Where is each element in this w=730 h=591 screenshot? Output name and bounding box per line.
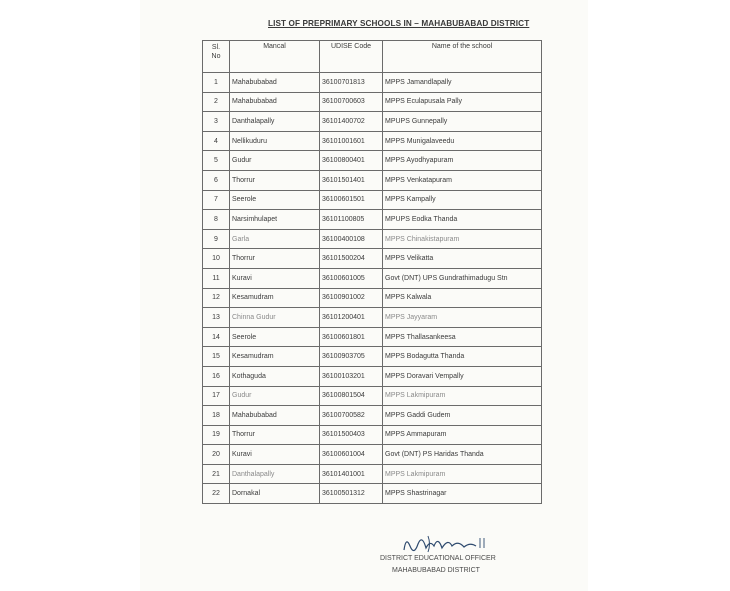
cell-school-name: Govt (DNT) UPS Gundrathimadugu Stn bbox=[383, 268, 542, 288]
cell-udise-code: 36100700582 bbox=[320, 406, 383, 426]
cell-mandal: Narsimhulapet bbox=[230, 210, 320, 230]
table-row bbox=[203, 210, 542, 230]
cell-mandal: Gudur bbox=[230, 151, 320, 171]
table-row bbox=[203, 484, 542, 504]
cell-mandal: Kesamudram bbox=[230, 347, 320, 367]
cell-sl-no: 13 bbox=[203, 308, 230, 328]
table-row bbox=[203, 268, 542, 288]
header-school-name: Name of the school bbox=[383, 41, 542, 73]
cell-udise-code: 36100901002 bbox=[320, 288, 383, 308]
cell-sl-no: 22 bbox=[203, 484, 230, 504]
cell-sl-no: 11 bbox=[203, 268, 230, 288]
cell-udise-code: 36101400702 bbox=[320, 112, 383, 132]
cell-mandal: Thorrur bbox=[230, 170, 320, 190]
cell-school-name: MPUPS Eodka Thanda bbox=[383, 210, 542, 230]
cell-school-name: MPPS Lakmipuram bbox=[383, 386, 542, 406]
table-row bbox=[203, 170, 542, 190]
cell-school-name: MPPS Bodagutta Thanda bbox=[383, 347, 542, 367]
cell-mandal: Nellikuduru bbox=[230, 131, 320, 151]
cell-school-name: MPPS Kalwala bbox=[383, 288, 542, 308]
cell-sl-no: 3 bbox=[203, 112, 230, 132]
cell-udise-code: 36101100805 bbox=[320, 210, 383, 230]
cell-udise-code: 36100601005 bbox=[320, 268, 383, 288]
signature bbox=[398, 530, 498, 558]
cell-mandal: Kesamudram bbox=[230, 288, 320, 308]
cell-udise-code: 36100601801 bbox=[320, 327, 383, 347]
cell-school-name: MPPS Chinakistapuram bbox=[383, 229, 542, 249]
cell-sl-no: 19 bbox=[203, 425, 230, 445]
cell-udise-code: 36100400108 bbox=[320, 229, 383, 249]
cell-mandal: Dornakal bbox=[230, 484, 320, 504]
cell-sl-no: 14 bbox=[203, 327, 230, 347]
cell-mandal: Danthalapally bbox=[230, 112, 320, 132]
table-row bbox=[203, 464, 542, 484]
table-row bbox=[203, 366, 542, 386]
table-row bbox=[203, 347, 542, 367]
cell-mandal: Gudur bbox=[230, 386, 320, 406]
cell-sl-no: 12 bbox=[203, 288, 230, 308]
cell-sl-no: 5 bbox=[203, 151, 230, 171]
cell-sl-no: 10 bbox=[203, 249, 230, 269]
table-row bbox=[203, 112, 542, 132]
cell-sl-no: 4 bbox=[203, 131, 230, 151]
table-row bbox=[203, 445, 542, 465]
cell-mandal: Kuravi bbox=[230, 445, 320, 465]
cell-school-name: MPPS Venkatapuram bbox=[383, 170, 542, 190]
cell-school-name: MPPS Kampally bbox=[383, 190, 542, 210]
cell-sl-no: 8 bbox=[203, 210, 230, 230]
cell-udise-code: 36101001601 bbox=[320, 131, 383, 151]
cell-udise-code: 36100903705 bbox=[320, 347, 383, 367]
table-row bbox=[203, 249, 542, 269]
table-row bbox=[203, 386, 542, 406]
cell-udise-code: 36101200401 bbox=[320, 308, 383, 328]
cell-school-name: MPPS Jayyaram bbox=[383, 308, 542, 328]
cell-sl-no: 20 bbox=[203, 445, 230, 465]
cell-school-name: MPUPS Gunnepally bbox=[383, 112, 542, 132]
cell-udise-code: 36100103201 bbox=[320, 366, 383, 386]
table-row bbox=[203, 425, 542, 445]
table-header-row bbox=[203, 41, 542, 73]
table-row bbox=[203, 229, 542, 249]
table-row bbox=[203, 190, 542, 210]
table-row bbox=[203, 92, 542, 112]
cell-mandal: Thorrur bbox=[230, 249, 320, 269]
cell-udise-code: 36100800401 bbox=[320, 151, 383, 171]
table-row bbox=[203, 151, 542, 171]
cell-udise-code: 36100801504 bbox=[320, 386, 383, 406]
cell-sl-no: 17 bbox=[203, 386, 230, 406]
table-row bbox=[203, 406, 542, 426]
officer-designation: DISTRICT EDUCATIONAL OFFICER bbox=[380, 555, 496, 562]
cell-mandal: Mahabubabad bbox=[230, 406, 320, 426]
cell-school-name: MPPS Shastrinagar bbox=[383, 484, 542, 504]
cell-udise-code: 36100601004 bbox=[320, 445, 383, 465]
cell-udise-code: 36101500403 bbox=[320, 425, 383, 445]
cell-sl-no: 2 bbox=[203, 92, 230, 112]
cell-udise-code: 36101401001 bbox=[320, 464, 383, 484]
cell-sl-no: 9 bbox=[203, 229, 230, 249]
cell-school-name: MPPS Thallasankeesa bbox=[383, 327, 542, 347]
cell-school-name: MPPS Gaddi Gudem bbox=[383, 406, 542, 426]
cell-mandal: Mahabubabad bbox=[230, 92, 320, 112]
schools-table bbox=[202, 40, 542, 504]
cell-school-name: Govt (DNT) PS Haridas Thanda bbox=[383, 445, 542, 465]
cell-udise-code: 36100701813 bbox=[320, 73, 383, 93]
cell-school-name: MPPS Lakmipuram bbox=[383, 464, 542, 484]
officer-district: MAHABUBABAD DISTRICT bbox=[392, 567, 480, 574]
cell-mandal: Thorrur bbox=[230, 425, 320, 445]
cell-udise-code: 36100700603 bbox=[320, 92, 383, 112]
cell-sl-no: 7 bbox=[203, 190, 230, 210]
table-row bbox=[203, 288, 542, 308]
cell-school-name: MPPS Ammapuram bbox=[383, 425, 542, 445]
cell-udise-code: 36101500204 bbox=[320, 249, 383, 269]
cell-udise-code: 36101501401 bbox=[320, 170, 383, 190]
table-row bbox=[203, 73, 542, 93]
table-row bbox=[203, 308, 542, 328]
cell-sl-no: 16 bbox=[203, 366, 230, 386]
cell-sl-no: 21 bbox=[203, 464, 230, 484]
cell-sl-no: 6 bbox=[203, 170, 230, 190]
cell-udise-code: 36100601501 bbox=[320, 190, 383, 210]
cell-mandal: Mahabubabad bbox=[230, 73, 320, 93]
table-row bbox=[203, 327, 542, 347]
cell-school-name: MPPS Velikatta bbox=[383, 249, 542, 269]
cell-school-name: MPPS Doravari Vempally bbox=[383, 366, 542, 386]
document-title: LIST OF PREPRIMARY SCHOOLS IN – MAHABUBABAD DISTRICT bbox=[268, 19, 530, 28]
table-row bbox=[203, 131, 542, 151]
cell-school-name: MPPS Munigalaveedu bbox=[383, 131, 542, 151]
cell-sl-no: 18 bbox=[203, 406, 230, 426]
header-udise-code: UDISE Code bbox=[320, 41, 383, 73]
cell-school-name: MPPS Jamandlapally bbox=[383, 73, 542, 93]
cell-mandal: Seerole bbox=[230, 190, 320, 210]
cell-mandal: Kothaguda bbox=[230, 366, 320, 386]
header-sl-no: Sl. No bbox=[203, 41, 230, 73]
cell-mandal: Chinna Gudur bbox=[230, 308, 320, 328]
cell-sl-no: 1 bbox=[203, 73, 230, 93]
cell-mandal: Garla bbox=[230, 229, 320, 249]
cell-sl-no: 15 bbox=[203, 347, 230, 367]
cell-school-name: MPPS Ayodhyapuram bbox=[383, 151, 542, 171]
cell-udise-code: 36100501312 bbox=[320, 484, 383, 504]
cell-mandal: Seerole bbox=[230, 327, 320, 347]
cell-school-name: MPPS Eculapusala Pally bbox=[383, 92, 542, 112]
header-mandal: Mancal bbox=[230, 41, 320, 73]
cell-mandal: Danthalapally bbox=[230, 464, 320, 484]
cell-mandal: Kuravi bbox=[230, 268, 320, 288]
